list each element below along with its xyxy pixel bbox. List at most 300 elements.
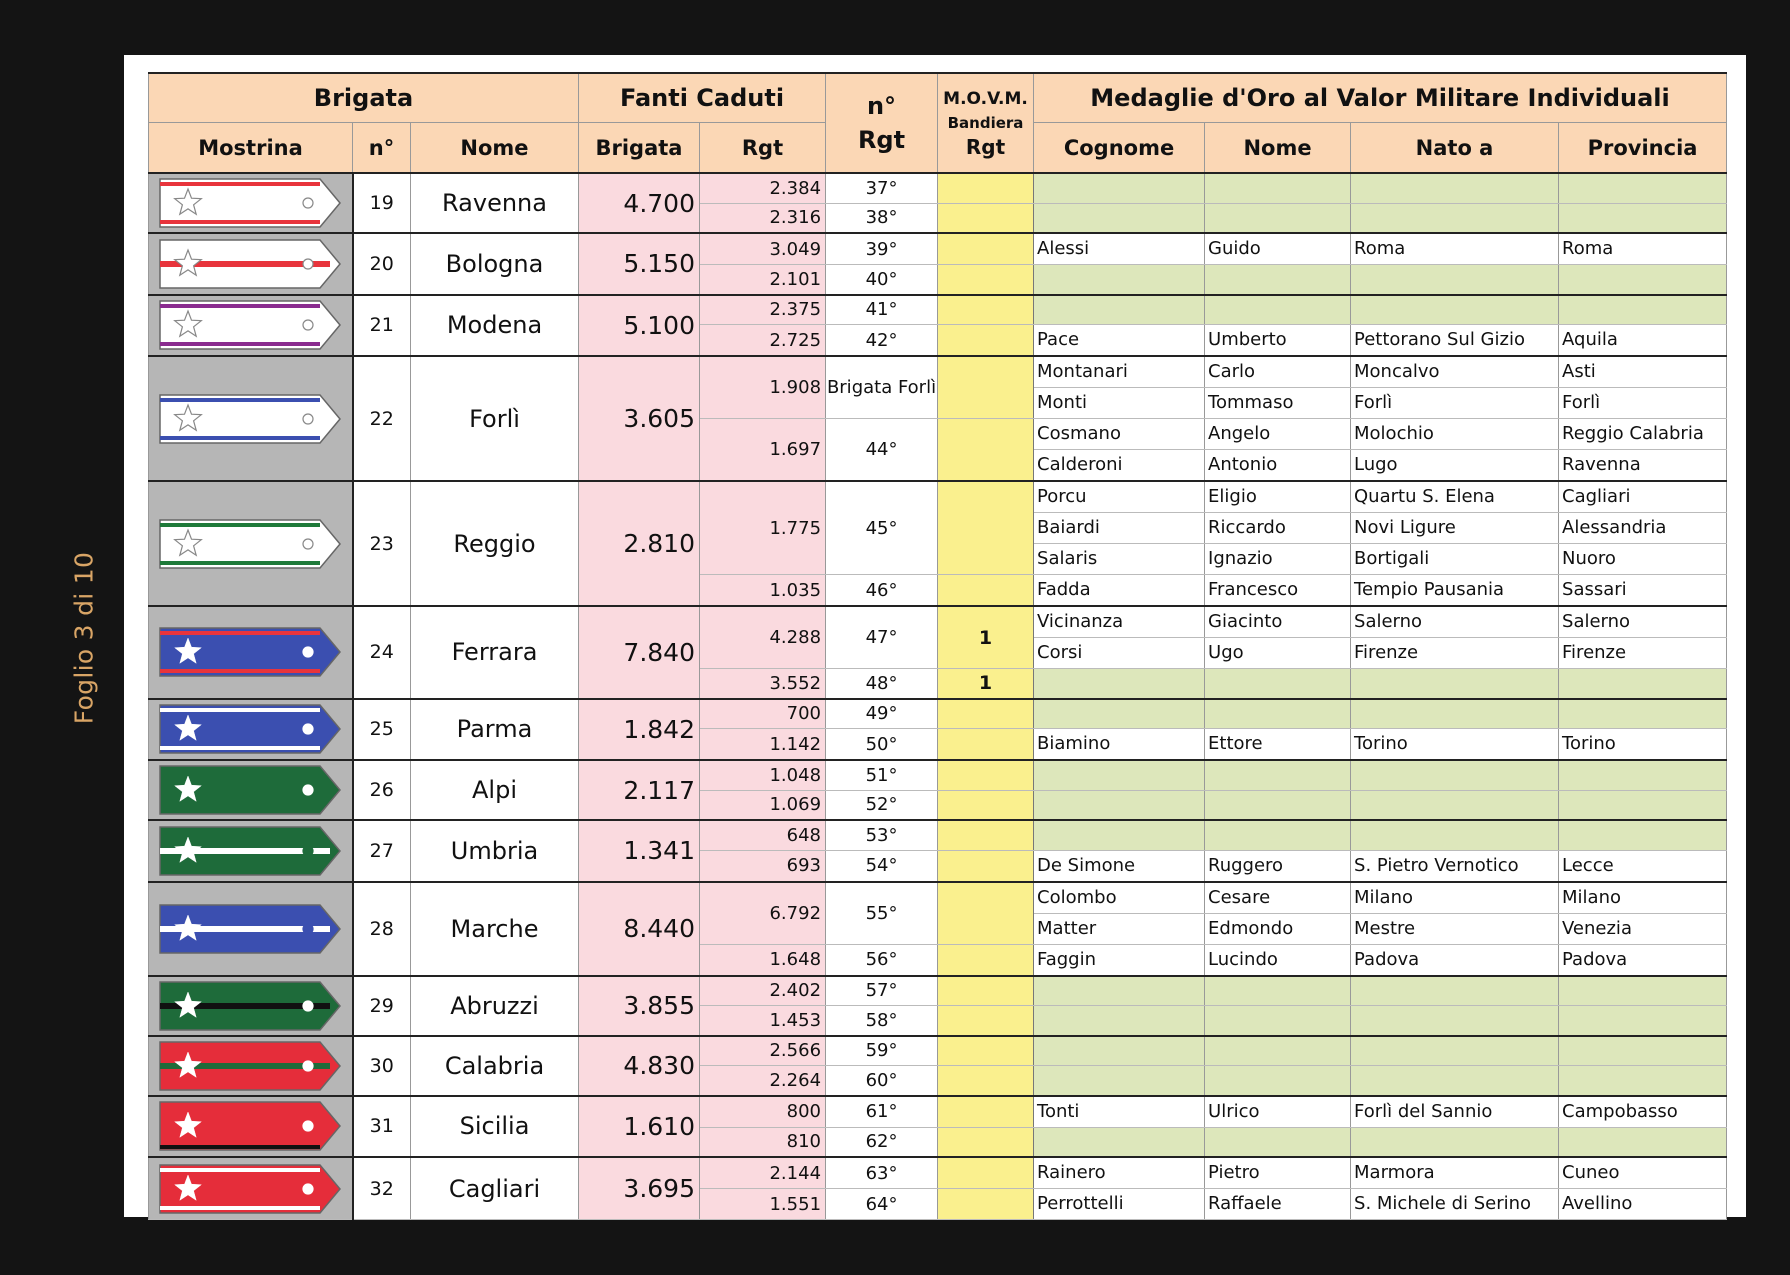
regiment-fanti-caduti: 1.775: [700, 481, 826, 575]
header-movm-bandiera: [938, 73, 1034, 173]
brigade-number: 24: [353, 606, 411, 699]
medal-cognome: [1034, 265, 1205, 295]
medal-cognome: [1034, 976, 1205, 1006]
medal-provincia: [1559, 790, 1727, 820]
medal-provincia: [1559, 760, 1727, 790]
medal-provincia: Campobasso: [1559, 1096, 1727, 1128]
medal-nato-a: [1351, 203, 1559, 233]
insignia-graphic: [158, 626, 342, 678]
regiment-number: 58°: [826, 1006, 938, 1036]
brigade-number: 29: [353, 976, 411, 1036]
medal-nome: [1205, 203, 1351, 233]
regiment-number: 38°: [826, 203, 938, 233]
brigades-table-body: [149, 173, 1727, 1220]
medal-nato-a: Lugo: [1351, 450, 1559, 482]
regiment-fanti-caduti: 2.144: [700, 1157, 826, 1189]
brigade-name: Parma: [411, 699, 579, 761]
regiment-fanti-caduti: 2.375: [700, 295, 826, 325]
medal-nato-a: [1351, 976, 1559, 1006]
medal-nome: [1205, 669, 1351, 699]
medal-cognome: [1034, 295, 1205, 325]
brigade-number: 21: [353, 295, 411, 357]
brigade-insignia: [149, 699, 353, 761]
medal-cognome: Biamino: [1034, 729, 1205, 761]
medal-nato-a: Pettorano Sul Gizio: [1351, 325, 1559, 357]
insignia-graphic: [158, 299, 342, 351]
brigade-name: Forlì: [411, 356, 579, 481]
header-medal-nome: Nome: [1205, 123, 1351, 174]
brigade-number: 19: [353, 173, 411, 233]
regiment-movm-count: [938, 173, 1034, 203]
brigade-fanti-caduti: 7.840: [579, 606, 700, 699]
table-row: [149, 699, 1727, 729]
table-row: [149, 173, 1727, 203]
regiment-number: 51°: [826, 760, 938, 790]
medal-cognome: Baiardi: [1034, 513, 1205, 544]
regiment-movm-count: [938, 203, 1034, 233]
brigade-insignia: [149, 882, 353, 976]
medal-nome: Umberto: [1205, 325, 1351, 357]
medal-nato-a: Molochio: [1351, 419, 1559, 450]
medal-nome: Francesco: [1205, 575, 1351, 607]
medal-nato-a: S. Michele di Serino: [1351, 1189, 1559, 1220]
medal-provincia: [1559, 1006, 1727, 1036]
regiment-fanti-caduti: 2.101: [700, 265, 826, 295]
medal-nato-a: [1351, 1006, 1559, 1036]
regiment-movm-count: [938, 760, 1034, 790]
medal-nome: Antonio: [1205, 450, 1351, 482]
regiment-number: 63°: [826, 1157, 938, 1189]
brigade-insignia: [149, 606, 353, 699]
medal-provincia: Venezia: [1559, 913, 1727, 944]
regiment-number: 47°: [826, 606, 938, 669]
medal-cognome: [1034, 820, 1205, 850]
table-row: [149, 606, 1727, 638]
medal-nome: [1205, 790, 1351, 820]
regiment-number: 37°: [826, 173, 938, 203]
regiment-fanti-caduti: 1.048: [700, 760, 826, 790]
regiment-movm-count: [938, 419, 1034, 482]
medal-cognome: Vicinanza: [1034, 606, 1205, 638]
table-row: [149, 356, 1727, 388]
insignia-graphic: [158, 1040, 342, 1092]
medal-cognome: [1034, 203, 1205, 233]
medal-nome: Ugo: [1205, 638, 1351, 669]
medal-provincia: Cuneo: [1559, 1157, 1727, 1189]
medal-provincia: Reggio Calabria: [1559, 419, 1727, 450]
brigade-number: 20: [353, 233, 411, 295]
medal-nome: [1205, 265, 1351, 295]
medal-cognome: Calderoni: [1034, 450, 1205, 482]
regiment-number: 53°: [826, 820, 938, 850]
regiment-movm-count: [938, 699, 1034, 729]
medal-cognome: Perrottelli: [1034, 1189, 1205, 1220]
medal-provincia: [1559, 173, 1727, 203]
medal-nome: Lucindo: [1205, 944, 1351, 976]
regiment-number: Brigata Forlì: [826, 356, 938, 419]
header-n-rgt-line1: n°: [866, 92, 897, 120]
regiment-number: 42°: [826, 325, 938, 357]
regiment-movm-count: [938, 295, 1034, 325]
header-brigata: Brigata: [149, 73, 579, 123]
header-fanti-caduti: Fanti Caduti: [579, 73, 826, 123]
medal-nome: Edmondo: [1205, 913, 1351, 944]
regiment-fanti-caduti: 4.288: [700, 606, 826, 669]
medal-nato-a: S. Pietro Vernotico: [1351, 850, 1559, 882]
medal-cognome: [1034, 173, 1205, 203]
brigade-insignia: [149, 1157, 353, 1220]
header-mostrina: Mostrina: [149, 123, 353, 174]
medal-provincia: [1559, 295, 1727, 325]
brigades-table: [148, 72, 1727, 1220]
medal-nato-a: Novi Ligure: [1351, 513, 1559, 544]
medal-provincia: Aquila: [1559, 325, 1727, 357]
regiment-movm-count: [938, 325, 1034, 357]
medal-cognome: [1034, 790, 1205, 820]
medal-nato-a: [1351, 760, 1559, 790]
regiment-number: 60°: [826, 1066, 938, 1096]
medal-nato-a: Salerno: [1351, 606, 1559, 638]
brigade-name: Alpi: [411, 760, 579, 820]
header-movm-line1: M.O.V.M.: [943, 89, 1028, 109]
brigade-number: 32: [353, 1157, 411, 1220]
brigade-number: 26: [353, 760, 411, 820]
regiment-number: 44°: [826, 419, 938, 482]
medal-nome: [1205, 976, 1351, 1006]
insignia-graphic: [158, 177, 342, 229]
regiment-fanti-caduti: 3.552: [700, 669, 826, 699]
header-fanti-rgt: Rgt: [700, 123, 826, 174]
regiment-fanti-caduti: 700: [700, 699, 826, 729]
regiment-fanti-caduti: 693: [700, 850, 826, 882]
regiment-movm-count: [938, 1157, 1034, 1189]
regiment-movm-count: [938, 1127, 1034, 1157]
regiment-number: 41°: [826, 295, 938, 325]
brigade-insignia: [149, 356, 353, 481]
insignia-graphic: [158, 903, 342, 955]
medal-nome: Angelo: [1205, 419, 1351, 450]
medal-provincia: Ravenna: [1559, 450, 1727, 482]
medal-provincia: Salerno: [1559, 606, 1727, 638]
table-row: [149, 1096, 1727, 1128]
regiment-fanti-caduti: 810: [700, 1127, 826, 1157]
medal-nato-a: [1351, 1127, 1559, 1157]
brigade-name: Reggio: [411, 481, 579, 606]
header-n-rgt-line2: Rgt: [857, 126, 906, 154]
regiment-fanti-caduti: 6.792: [700, 882, 826, 945]
medal-nome: [1205, 1127, 1351, 1157]
brigade-number: 23: [353, 481, 411, 606]
table-row: [149, 820, 1727, 850]
regiment-fanti-caduti: 2.725: [700, 325, 826, 357]
regiment-number: 56°: [826, 944, 938, 976]
medal-cognome: Fadda: [1034, 575, 1205, 607]
medal-provincia: Asti: [1559, 356, 1727, 388]
insignia-graphic: [158, 393, 342, 445]
brigade-number: 31: [353, 1096, 411, 1158]
regiment-fanti-caduti: 1.697: [700, 419, 826, 482]
regiment-number: 57°: [826, 976, 938, 1006]
medal-cognome: Colombo: [1034, 882, 1205, 914]
brigade-fanti-caduti: 1.341: [579, 820, 700, 882]
medal-provincia: [1559, 820, 1727, 850]
regiment-movm-count: 1: [938, 606, 1034, 669]
regiment-fanti-caduti: 648: [700, 820, 826, 850]
brigade-name: Bologna: [411, 233, 579, 295]
medal-nome: [1205, 1006, 1351, 1036]
regiment-movm-count: [938, 944, 1034, 976]
regiment-fanti-caduti: 2.264: [700, 1066, 826, 1096]
brigade-name: Ravenna: [411, 173, 579, 233]
medal-nome: Ignazio: [1205, 544, 1351, 575]
brigade-fanti-caduti: 1.610: [579, 1096, 700, 1158]
regiment-movm-count: [938, 481, 1034, 575]
brigade-name: Marche: [411, 882, 579, 976]
regiment-movm-count: [938, 233, 1034, 265]
table-row: [149, 481, 1727, 513]
regiment-number: 62°: [826, 1127, 938, 1157]
sheet-page-indicator: Foglio 3 di 10: [69, 551, 99, 725]
regiment-fanti-caduti: 1.035: [700, 575, 826, 607]
regiment-fanti-caduti: 2.402: [700, 976, 826, 1006]
brigade-fanti-caduti: 5.150: [579, 233, 700, 295]
medal-nato-a: [1351, 699, 1559, 729]
header-cognome: Cognome: [1034, 123, 1205, 174]
medal-nato-a: [1351, 669, 1559, 699]
regiment-movm-count: [938, 1006, 1034, 1036]
regiment-movm-count: [938, 1066, 1034, 1096]
medal-provincia: [1559, 1036, 1727, 1066]
brigade-insignia: [149, 1096, 353, 1158]
brigade-name: Sicilia: [411, 1096, 579, 1158]
regiment-movm-count: [938, 790, 1034, 820]
medal-cognome: Corsi: [1034, 638, 1205, 669]
regiment-number: 61°: [826, 1096, 938, 1128]
medal-provincia: Roma: [1559, 233, 1727, 265]
medal-cognome: Faggin: [1034, 944, 1205, 976]
medal-nome: Ruggero: [1205, 850, 1351, 882]
regiment-movm-count: [938, 265, 1034, 295]
medal-nome: [1205, 820, 1351, 850]
medal-nato-a: [1351, 173, 1559, 203]
medal-provincia: Padova: [1559, 944, 1727, 976]
medal-provincia: [1559, 699, 1727, 729]
regiment-number: 40°: [826, 265, 938, 295]
header-nato-a: Nato a: [1351, 123, 1559, 174]
insignia-graphic: [158, 1163, 342, 1215]
insignia-graphic: [158, 703, 342, 755]
document-sheet: [124, 55, 1746, 1217]
medal-cognome: [1034, 1006, 1205, 1036]
medal-provincia: [1559, 976, 1727, 1006]
table-row: [149, 1157, 1727, 1189]
regiment-number: 39°: [826, 233, 938, 265]
medal-cognome: [1034, 760, 1205, 790]
header-nome: Nome: [411, 123, 579, 174]
medal-cognome: Pace: [1034, 325, 1205, 357]
regiment-movm-count: [938, 1189, 1034, 1220]
regiment-movm-count: [938, 356, 1034, 419]
regiment-fanti-caduti: 1.069: [700, 790, 826, 820]
regiment-number: 46°: [826, 575, 938, 607]
medal-cognome: Cosmano: [1034, 419, 1205, 450]
brigade-number: 22: [353, 356, 411, 481]
medal-nome: Tommaso: [1205, 388, 1351, 419]
medal-nome: [1205, 1036, 1351, 1066]
regiment-fanti-caduti: 2.566: [700, 1036, 826, 1066]
medal-provincia: [1559, 265, 1727, 295]
medal-provincia: Lecce: [1559, 850, 1727, 882]
medal-nato-a: [1351, 790, 1559, 820]
brigade-name: Umbria: [411, 820, 579, 882]
insignia-graphic: [158, 1100, 342, 1152]
brigade-fanti-caduti: 4.700: [579, 173, 700, 233]
table-row: [149, 295, 1727, 325]
regiment-fanti-caduti: 1.551: [700, 1189, 826, 1220]
regiment-fanti-caduti: 1.453: [700, 1006, 826, 1036]
brigade-insignia: [149, 1036, 353, 1096]
medal-cognome: Matter: [1034, 913, 1205, 944]
medal-provincia: Forlì: [1559, 388, 1727, 419]
medal-nato-a: Padova: [1351, 944, 1559, 976]
regiment-fanti-caduti: 800: [700, 1096, 826, 1128]
medal-nato-a: Forlì: [1351, 388, 1559, 419]
brigade-name: Calabria: [411, 1036, 579, 1096]
brigade-insignia: [149, 173, 353, 233]
brigade-fanti-caduti: 2.810: [579, 481, 700, 606]
insignia-graphic: [158, 980, 342, 1032]
medal-cognome: De Simone: [1034, 850, 1205, 882]
regiment-movm-count: [938, 976, 1034, 1006]
medal-provincia: Nuoro: [1559, 544, 1727, 575]
brigade-insignia: [149, 233, 353, 295]
medal-nato-a: Mestre: [1351, 913, 1559, 944]
header-number: n°: [353, 123, 411, 174]
regiment-movm-count: [938, 729, 1034, 761]
medal-cognome: [1034, 1066, 1205, 1096]
medal-nome: [1205, 173, 1351, 203]
medal-provincia: [1559, 203, 1727, 233]
regiment-number: 50°: [826, 729, 938, 761]
regiment-number: 59°: [826, 1036, 938, 1066]
medal-cognome: Alessi: [1034, 233, 1205, 265]
regiment-fanti-caduti: 2.384: [700, 173, 826, 203]
medal-provincia: Alessandria: [1559, 513, 1727, 544]
medal-nome: [1205, 699, 1351, 729]
brigade-number: 28: [353, 882, 411, 976]
medal-provincia: Milano: [1559, 882, 1727, 914]
regiment-movm-count: 1: [938, 669, 1034, 699]
header-movm-line3: Rgt: [965, 135, 1006, 159]
medal-cognome: [1034, 1127, 1205, 1157]
table-row: [149, 760, 1727, 790]
medal-provincia: Sassari: [1559, 575, 1727, 607]
regiment-number: 49°: [826, 699, 938, 729]
medal-nato-a: Firenze: [1351, 638, 1559, 669]
medal-cognome: [1034, 669, 1205, 699]
brigade-insignia: [149, 820, 353, 882]
medal-nome: [1205, 1066, 1351, 1096]
medal-nome: Carlo: [1205, 356, 1351, 388]
brigade-fanti-caduti: 1.842: [579, 699, 700, 761]
brigade-fanti-caduti: 4.830: [579, 1036, 700, 1096]
insignia-graphic: [158, 825, 342, 877]
brigade-insignia: [149, 760, 353, 820]
medal-nato-a: [1351, 820, 1559, 850]
medal-nato-a: [1351, 1036, 1559, 1066]
header-n-rgt: [826, 73, 938, 173]
insignia-graphic: [158, 238, 342, 290]
regiment-movm-count: [938, 1036, 1034, 1066]
medal-nome: Pietro: [1205, 1157, 1351, 1189]
medal-nome: Ettore: [1205, 729, 1351, 761]
medal-nome: Raffaele: [1205, 1189, 1351, 1220]
medal-nato-a: Moncalvo: [1351, 356, 1559, 388]
medal-provincia: [1559, 1127, 1727, 1157]
brigade-fanti-caduti: 3.855: [579, 976, 700, 1036]
medal-nato-a: [1351, 1066, 1559, 1096]
brigade-name: Abruzzi: [411, 976, 579, 1036]
medal-nato-a: Forlì del Sannio: [1351, 1096, 1559, 1128]
regiment-number: 45°: [826, 481, 938, 575]
regiment-number: 52°: [826, 790, 938, 820]
insignia-graphic: [158, 764, 342, 816]
medal-nato-a: Torino: [1351, 729, 1559, 761]
brigade-number: 25: [353, 699, 411, 761]
regiment-fanti-caduti: 2.316: [700, 203, 826, 233]
table-row: [149, 882, 1727, 914]
medal-cognome: Tonti: [1034, 1096, 1205, 1128]
brigade-number: 27: [353, 820, 411, 882]
medal-nato-a: Marmora: [1351, 1157, 1559, 1189]
regiment-movm-count: [938, 882, 1034, 945]
medal-nato-a: [1351, 295, 1559, 325]
regiment-fanti-caduti: 1.648: [700, 944, 826, 976]
header-fanti-brigata: Brigata: [579, 123, 700, 174]
medal-nome: Cesare: [1205, 882, 1351, 914]
medal-provincia: Cagliari: [1559, 481, 1727, 513]
medal-cognome: Rainero: [1034, 1157, 1205, 1189]
regiment-movm-count: [938, 850, 1034, 882]
regiment-movm-count: [938, 1096, 1034, 1128]
brigade-name: Cagliari: [411, 1157, 579, 1220]
medal-nato-a: Tempio Pausania: [1351, 575, 1559, 607]
medal-nato-a: Milano: [1351, 882, 1559, 914]
medal-cognome: Salaris: [1034, 544, 1205, 575]
medal-nome: Guido: [1205, 233, 1351, 265]
medal-nome: Giacinto: [1205, 606, 1351, 638]
regiment-movm-count: [938, 575, 1034, 607]
medal-provincia: Avellino: [1559, 1189, 1727, 1220]
medal-nato-a: [1351, 265, 1559, 295]
medal-nato-a: Bortigali: [1351, 544, 1559, 575]
regiment-movm-count: [938, 820, 1034, 850]
insignia-graphic: [158, 518, 342, 570]
medal-nome: Riccardo: [1205, 513, 1351, 544]
medal-nato-a: Roma: [1351, 233, 1559, 265]
medal-nome: Eligio: [1205, 481, 1351, 513]
brigades-table-container: [148, 72, 1726, 1215]
regiment-number: 64°: [826, 1189, 938, 1220]
medal-cognome: Porcu: [1034, 481, 1205, 513]
regiment-number: 48°: [826, 669, 938, 699]
brigade-insignia: [149, 481, 353, 606]
brigade-fanti-caduti: 8.440: [579, 882, 700, 976]
brigade-fanti-caduti: 2.117: [579, 760, 700, 820]
header-movm-line2: Bandiera: [947, 114, 1024, 132]
brigade-name: Ferrara: [411, 606, 579, 699]
regiment-number: 55°: [826, 882, 938, 945]
